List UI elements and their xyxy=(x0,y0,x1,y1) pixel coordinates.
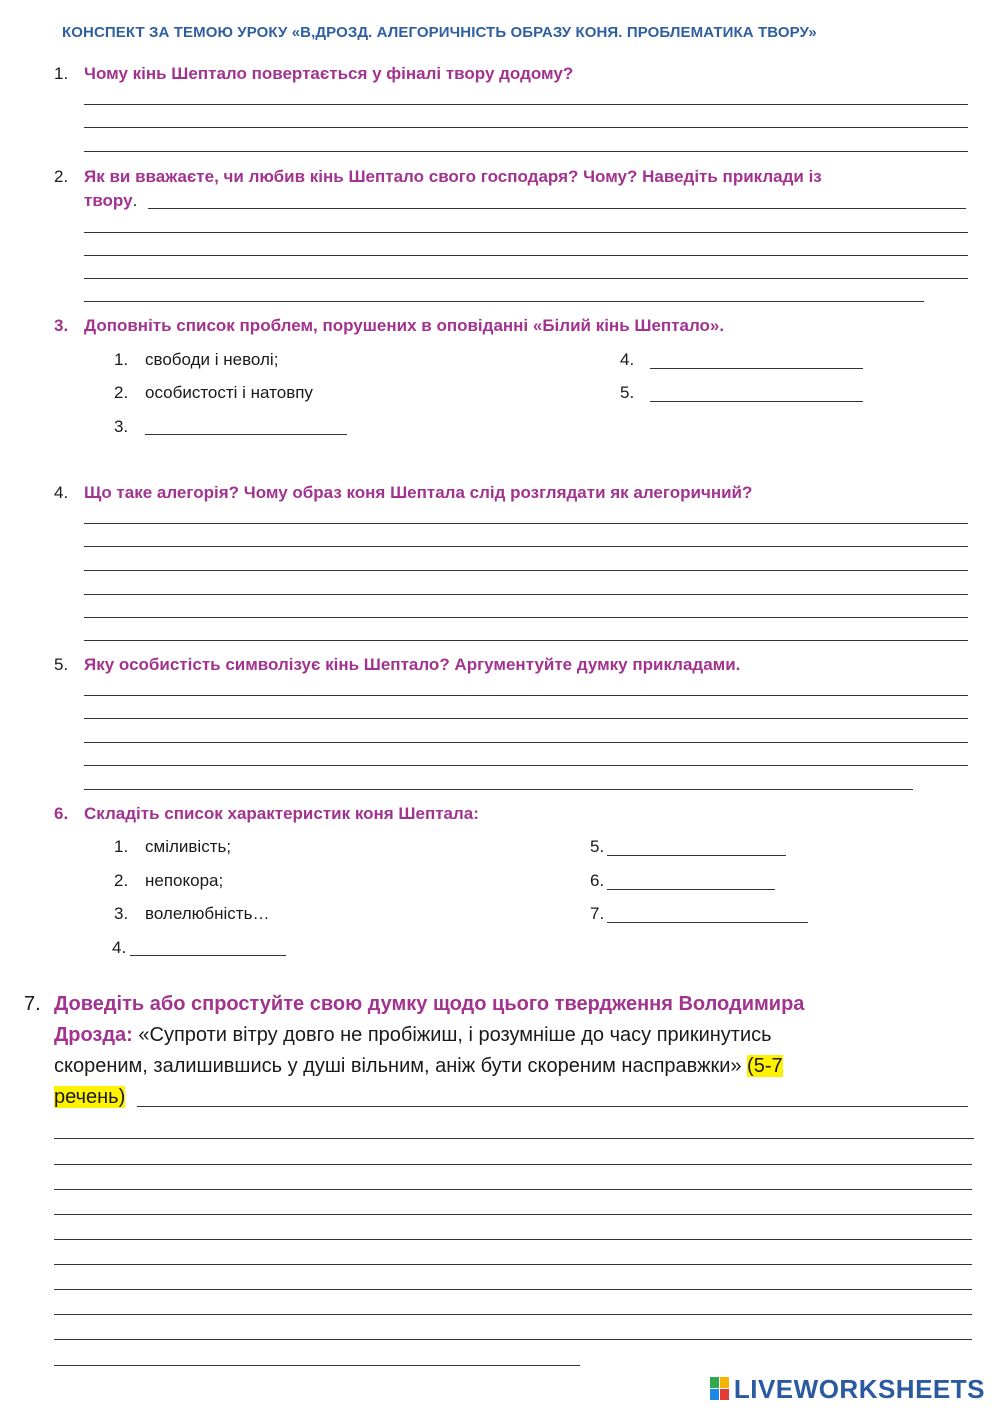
q2-dot: . xyxy=(132,191,138,210)
q3-item-1-number: 1. xyxy=(114,350,129,369)
answer-line[interactable] xyxy=(84,546,968,547)
q1-text: Чому кінь Шептало повертається у фіналі твору додому? xyxy=(84,64,574,83)
q3-item-5-number: 5. xyxy=(620,383,635,402)
answer-line[interactable] xyxy=(84,255,968,256)
q7-highlight-sentence-count-end: речень) xyxy=(54,1086,126,1108)
q3-item-3-number: 3. xyxy=(114,417,129,436)
answer-line[interactable] xyxy=(84,765,968,766)
answer-line[interactable] xyxy=(84,617,968,618)
q2-text-line2 xyxy=(84,191,137,211)
answer-line[interactable] xyxy=(84,127,968,128)
q3-item-2-number: 2. xyxy=(114,383,129,402)
answer-line[interactable] xyxy=(54,1314,972,1315)
answer-line[interactable] xyxy=(54,1138,974,1139)
q3-item-4-number: 4. xyxy=(620,350,635,369)
answer-line[interactable] xyxy=(54,1164,972,1165)
answer-line[interactable] xyxy=(54,1264,972,1265)
liveworksheets-logo xyxy=(710,1374,985,1405)
answer-line[interactable] xyxy=(84,594,968,595)
q2-text-line1: Як ви вважаєте, чи любив кінь Шептало свого господаря? Чому? Наведіть приклади із xyxy=(84,167,822,186)
answer-line[interactable] xyxy=(84,718,968,719)
answer-line[interactable] xyxy=(54,1239,972,1240)
answer-line[interactable] xyxy=(54,1214,972,1215)
answer-line[interactable] xyxy=(54,1189,972,1190)
answer-line[interactable] xyxy=(137,1106,968,1107)
answer-line[interactable] xyxy=(84,301,924,302)
answer-line[interactable] xyxy=(54,1289,972,1290)
q6-item-1-number: 1. xyxy=(114,837,129,856)
answer-line[interactable] xyxy=(84,570,968,571)
q3-item-2-text: особистості і натовпу xyxy=(145,383,313,402)
answer-line[interactable] xyxy=(148,208,966,209)
q6-number: 6. xyxy=(54,804,69,823)
q5-text: Яку особистість символізує кінь Шептало? Аргументуйте думку прикладами. xyxy=(84,655,741,674)
q7-bold-line2: Дрозда: xyxy=(54,1024,133,1046)
q3-item-3-blank[interactable] xyxy=(145,434,347,435)
q5-number: 5. xyxy=(54,655,69,674)
q3-number: 3. xyxy=(54,316,69,335)
answer-line[interactable] xyxy=(84,640,968,641)
q6-item-5-blank[interactable] xyxy=(607,855,786,856)
answer-line[interactable] xyxy=(54,1365,580,1366)
q6-text: Складіть список характеристик коня Шептала: xyxy=(84,804,479,823)
q7-quote-line2: «Супроти вітру довго не пробіжиш, і розумніше до часу прикинутись xyxy=(132,1024,772,1046)
q2-number: 2. xyxy=(54,167,69,186)
q6-item-3-text: волелюбність… xyxy=(145,904,270,923)
q3-item-1-text: свободи і неволі; xyxy=(145,350,279,369)
q7-paragraph xyxy=(54,989,974,1113)
q3-text: Доповніть список проблем, порушених в оповіданні «Білий кінь Шептало». xyxy=(84,316,725,335)
answer-line[interactable] xyxy=(84,789,913,790)
q6-item-6-number: 6. xyxy=(590,871,605,890)
q6-item-6-blank[interactable] xyxy=(607,889,775,890)
answer-line[interactable] xyxy=(84,232,968,233)
q3-item-5-blank[interactable] xyxy=(650,401,863,402)
q3-item-4-blank[interactable] xyxy=(650,368,863,369)
q6-item-4-blank[interactable] xyxy=(130,955,286,956)
answer-line[interactable] xyxy=(84,695,968,696)
q1-number: 1. xyxy=(54,64,69,83)
answer-line[interactable] xyxy=(84,278,968,279)
q7-bold-line1: Доведіть або спростуйте свою думку щодо цього твердження Володимира xyxy=(54,993,805,1015)
logo-text: LIVEWORKSHEETS xyxy=(733,1374,985,1404)
q6-item-3-number: 3. xyxy=(114,904,129,923)
q6-item-4-number: 4. xyxy=(112,938,127,957)
answer-line[interactable] xyxy=(84,104,968,105)
q6-item-2-text: непокора; xyxy=(145,871,224,890)
q6-item-5-number: 5. xyxy=(590,837,605,856)
answer-line[interactable] xyxy=(84,742,968,743)
q7-highlight-sentence-count: (5-7 xyxy=(747,1055,783,1077)
q7-quote-line3: скореним, залишившись у душі вільним, аніж бути скореним насправжки» xyxy=(54,1055,748,1077)
answer-line[interactable] xyxy=(84,523,968,524)
q2-text-word: твору xyxy=(84,191,133,210)
q6-item-1-text: сміливість; xyxy=(145,837,232,856)
q6-item-7-number: 7. xyxy=(590,904,605,923)
q4-number: 4. xyxy=(54,483,69,502)
answer-line[interactable] xyxy=(84,151,968,152)
q7-number: 7. xyxy=(24,993,41,1015)
q6-item-2-number: 2. xyxy=(114,871,129,890)
answer-line[interactable] xyxy=(54,1339,972,1340)
q6-item-7-blank[interactable] xyxy=(607,922,808,923)
liveworksheets-logo-icon xyxy=(710,1377,730,1401)
q4-text: Що таке алегорія? Чому образ коня Шептала слід розглядати як алегоричний? xyxy=(84,483,753,502)
page-title: КОНСПЕКТ ЗА ТЕМОЮ УРОКУ «В,ДРОЗД. АЛЕГОРИЧНІСТЬ ОБРАЗУ КОНЯ. ПРОБЛЕМАТИКА ТВОРУ» xyxy=(62,24,817,41)
